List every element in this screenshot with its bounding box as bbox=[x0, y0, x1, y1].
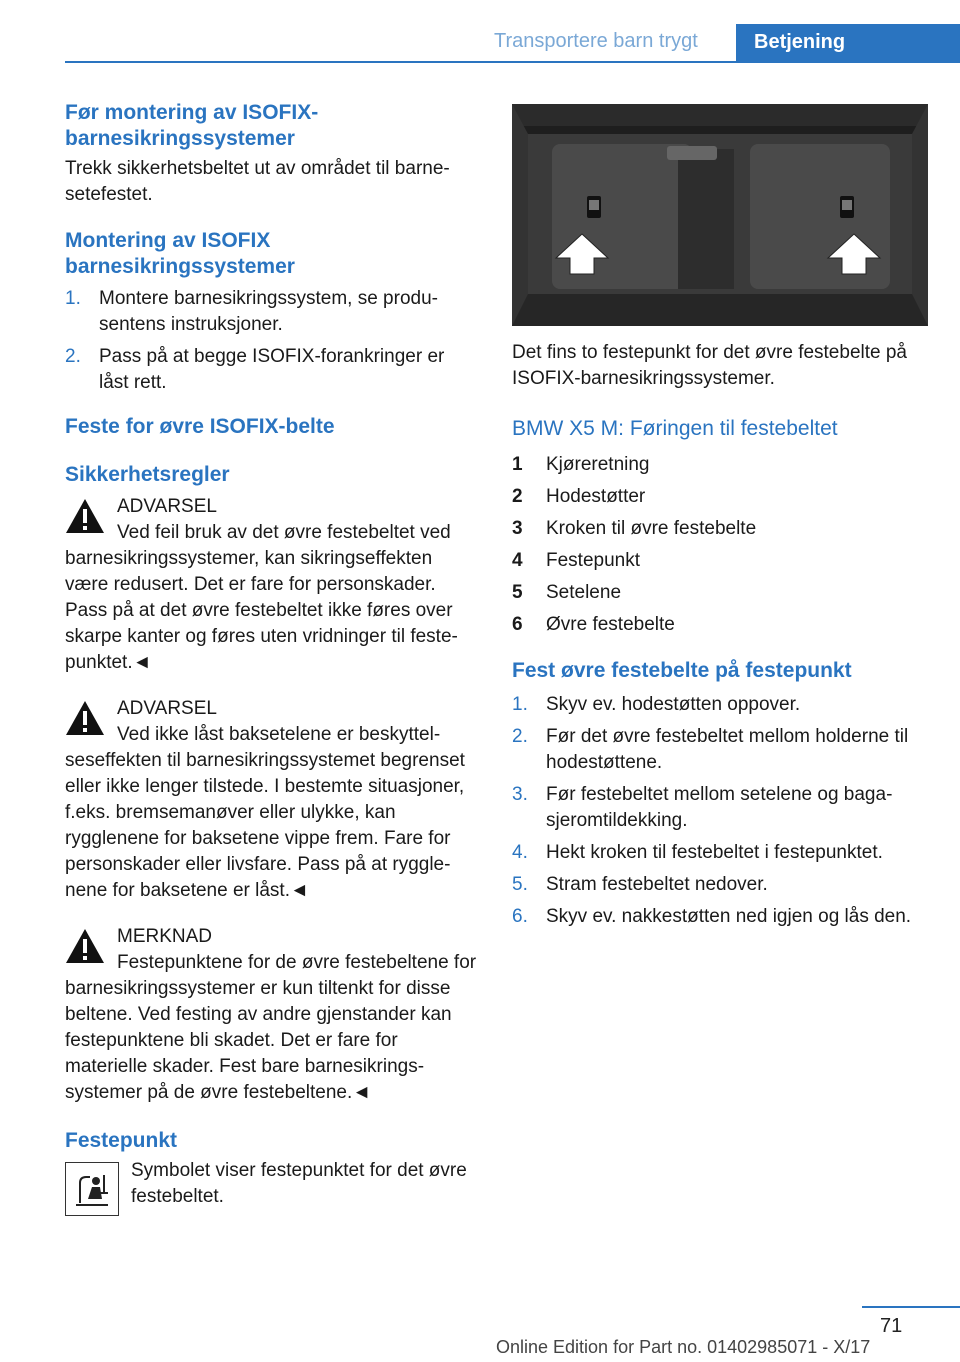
warning-block-1 bbox=[65, 494, 477, 676]
warning-text: Ved feil bruk av det øvre festebeltet ved barnesikringssystemer, kan sikringseffekten være redusert. Det er fare for personskader. Pass på at det øvre festebeltet ikke føres over skarpe kanter og føres uten vridninger til festepunktet.◄ bbox=[65, 522, 458, 673]
heading-upper-belt: Feste for øvre ISOFIX-belte bbox=[65, 415, 335, 438]
anchor-symbol-block bbox=[65, 1158, 477, 1218]
step-number: 2. bbox=[65, 346, 81, 367]
list-item bbox=[512, 840, 932, 866]
legend-text: Kroken til øvre festebelte bbox=[546, 518, 757, 539]
legend-text: Hodestøtter bbox=[546, 486, 646, 507]
attach-steps-list bbox=[512, 692, 932, 930]
trunk-photo bbox=[512, 104, 928, 326]
heading-anchor-point: Festepunkt bbox=[65, 1129, 178, 1152]
list-item bbox=[65, 344, 477, 396]
legend-text: Øvre festebelte bbox=[546, 614, 675, 635]
note-text: Festepunktene for de øvre festebeltene for barnesikringssystemer er kun tiltenkt for disse beltene. Ved festing av andre gjenstander kan festepunktene bli skadet. Det er fare for materielle skader. Fest bare barnesikringssystemer på de øvre festebeltene.◄ bbox=[65, 952, 477, 1103]
note-triangle-icon bbox=[65, 928, 105, 964]
heading-before-mounting: Før montering av ISOFIX-barnesikringssystemer bbox=[65, 101, 319, 150]
heading-safety-rules: Sikkerhetsregler bbox=[65, 463, 230, 486]
warning-text: Ved ikke låst baksetelene er beskyttelseseffekten til barnesikringssystemet begrenset eller ikke lenger tilstede. I bestemte situasjoner, f.eks. bremsemanøver eller ulykke, kan rygglenene for baksetene vippe frem. Fare for personskader eller livsfare. Pass på at rygglenene for baksetene er låst.◄ bbox=[65, 724, 465, 901]
step-text: Skyv ev. nakkestøtten ned igjen og lås den. bbox=[546, 906, 912, 927]
step-text: Montere barnesikringssystem, se produsentens instruksjoner. bbox=[99, 288, 438, 335]
list-item bbox=[512, 516, 932, 542]
note-block bbox=[65, 924, 477, 1106]
trunk-anchor-photo-illustration bbox=[512, 104, 928, 326]
list-item bbox=[512, 484, 932, 510]
running-header-section: Transportere barn trygt bbox=[494, 30, 698, 52]
legend-number: 5 bbox=[512, 582, 523, 603]
legend-number: 6 bbox=[512, 614, 523, 635]
list-item bbox=[512, 692, 932, 718]
legend-number: 1 bbox=[512, 454, 523, 475]
step-number: 1. bbox=[65, 288, 81, 309]
legend-number: 4 bbox=[512, 550, 523, 571]
step-text: Pass på at begge ISOFIX-forankringer er låst rett. bbox=[99, 346, 445, 393]
legend-text: Festepunkt bbox=[546, 550, 640, 571]
mount-steps-list bbox=[65, 286, 477, 396]
list-item bbox=[512, 452, 932, 478]
note-title: MERKNAD bbox=[117, 926, 213, 947]
step-text: Hekt kroken til festebeltet i festepunktet. bbox=[546, 842, 883, 863]
legend-text: Setelene bbox=[546, 582, 622, 603]
step-text: Før festebeltet mellom setelene og bagasjeromtildekking. bbox=[546, 784, 893, 831]
heading-x5m: BMW X5 M: Føringen til festebeltet bbox=[512, 417, 838, 440]
warning-title: ADVARSEL bbox=[117, 496, 217, 517]
legend-number: 3 bbox=[512, 518, 523, 539]
anchor-symbol-icon bbox=[65, 1162, 119, 1216]
step-number: 2. bbox=[512, 726, 528, 747]
list-item bbox=[512, 782, 932, 834]
legend-text: Kjøreretning bbox=[546, 454, 650, 475]
running-header-chapter: Betjening bbox=[736, 24, 960, 63]
header-rule bbox=[65, 61, 960, 63]
warning-triangle-icon bbox=[65, 700, 105, 736]
anchor-symbol-text: Symbolet viser festepunktet for det øvre festebeltet. bbox=[131, 1160, 467, 1207]
step-number: 4. bbox=[512, 842, 528, 863]
warning-triangle-icon bbox=[65, 498, 105, 534]
list-item bbox=[512, 904, 932, 930]
page-number: 71 bbox=[880, 1315, 903, 1337]
step-number: 6. bbox=[512, 906, 528, 927]
step-number: 5. bbox=[512, 874, 528, 895]
list-item bbox=[65, 286, 477, 338]
legend-number: 2 bbox=[512, 486, 523, 507]
heading-attach-belt: Fest øvre festebelte på festepunkt bbox=[512, 659, 852, 682]
edition-footer: Online Edition for Part no. 01402985071 - X/17 bbox=[496, 1337, 871, 1357]
heading-mounting: Montering av ISOFIX barnesikringssystemer bbox=[65, 229, 295, 278]
step-text: Skyv ev. hodestøtten oppover. bbox=[546, 694, 801, 715]
left-column bbox=[65, 100, 477, 1218]
paragraph-before-mounting: Trekk sikkerhetsbeltet ut av området til barnesetefestet. bbox=[65, 158, 450, 205]
step-number: 1. bbox=[512, 694, 528, 715]
step-number: 3. bbox=[512, 784, 528, 805]
footer-rule bbox=[862, 1306, 960, 1308]
step-text: Stram festebeltet nedover. bbox=[546, 874, 768, 895]
list-item bbox=[512, 872, 932, 898]
legend-list bbox=[512, 452, 932, 638]
list-item bbox=[512, 612, 932, 638]
warning-block-2 bbox=[65, 696, 477, 904]
list-item bbox=[512, 580, 932, 606]
photo-caption: Det fins to festepunkt for det øvre festebelte på ISOFIX-barnesikringssystemer. bbox=[512, 342, 907, 389]
step-text: Før det øvre festebeltet mellom holderne til hodestøttene. bbox=[546, 726, 909, 773]
warning-title: ADVARSEL bbox=[117, 698, 217, 719]
right-column bbox=[512, 100, 932, 936]
list-item bbox=[512, 548, 932, 574]
list-item bbox=[512, 724, 932, 776]
